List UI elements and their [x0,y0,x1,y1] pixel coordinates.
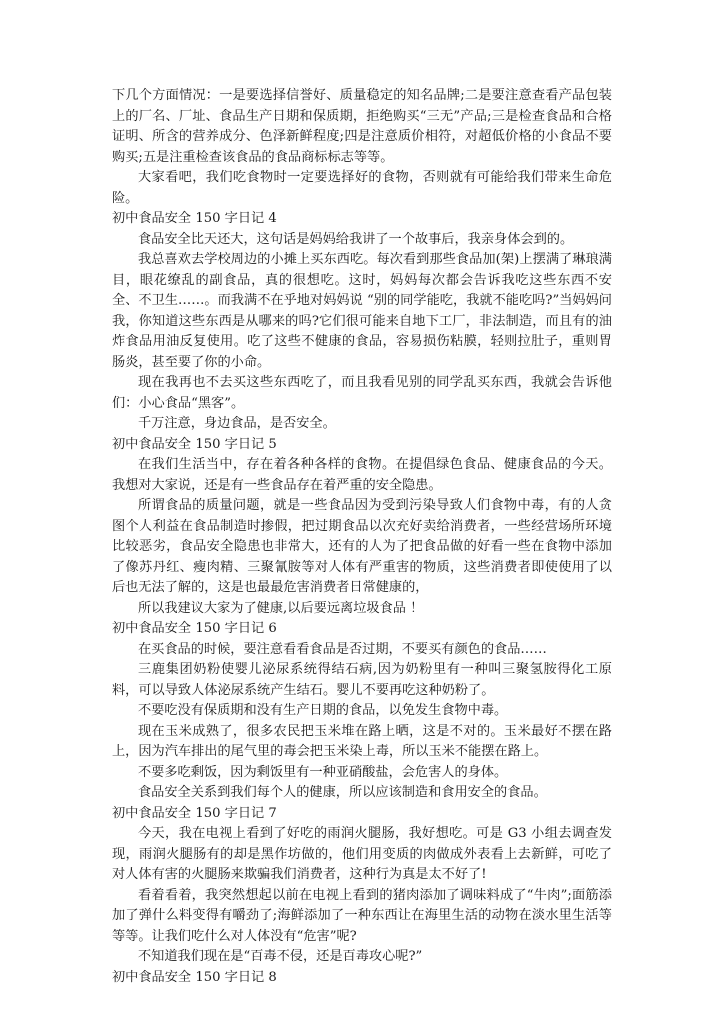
paragraph: 所以我建议大家为了健康,以后要远离垃圾食品 ！ [138,600,424,616]
paragraph: 看着看着，我突然想起以前在电视上看到的猪肉添加了调味料成了“牛肉”;面筋添加了弹什么料变得有嚼劲了;海鲜添加了一种东西让在海里生活的动物在淡水里生活等等等。让我们吃什么对人体没有“危害”呢? [112,887,612,944]
paragraph: 我总喜欢去学校周边的小摊上买东西吃。每次看到那些食品加(架)上摆满了琳琅满目，眼花缭乱的副食品，真的很想吃。这时，妈妈每次都会告诉我吃这些东西不安全、不卫生……。而我满不在乎地对妈妈说 “别的同学能吃，我就不能吃吗?”当妈妈问我，你知道这些东西是从哪来的吗?它们很可能来自地下工厂，非法制造，而且有的油炸食品用油反复使用。吃了这些不健康的食品，容易损伤粘膜，轻则拉肚子，重则胃肠炎，甚至要了你的小命。 [112,252,612,370]
section-heading-6: 初中食品安全 150 字日记 6 [112,621,277,636]
section-heading-8: 初中食品安全 150 字日记 8 [112,969,277,985]
document-page [112,86,612,988]
section-heading-4: 初中食品安全 150 字日记 4 [112,211,277,226]
paragraph: 千万注意，身边食品，是否安全。 [138,416,336,431]
paragraph: 在我们生活当中，存在着各种各样的食物。在提倡绿色食品、健康食品的今天。我想对大家说，还是有一些食品存在着严重的安全隐患。 [112,457,612,493]
paragraph: 食品安全比天还大，这句话是妈妈给我讲了一个故事后，我亲身体会到的。 [138,231,574,247]
section-heading-5: 初中食品安全 150 字日记 5 [112,436,277,452]
paragraph: 现在玉米成熟了，很多农民把玉米堆在路上晒，这是不对的。玉米最好不摆在路上，因为汽车排出的尾气里的毒会把玉米染上毒，所以玉米不能摆在路上。 [112,723,612,759]
paragraph-intro: 下几个方面情况：一是要选择信誉好、质量稳定的知名品牌;二是要注意查看产品包装上的厂名、厂址、食品生产日期和保质期，拒绝购买“三无”产品;三是检查食品和合格证明、所含的营养成分、色泽新鲜程度;四是注意质价相符，对超低价格的小食品不要购买;五是注重检查该食品的食品商标标志等等。 [112,88,612,165]
section-heading-7: 初中食品安全 150 字日记 7 [112,805,277,821]
paragraph: 不要吃没有保质期和没有生产日期的食品，以免发生食物中毒。 [138,703,508,718]
paragraph: 在买食品的时候，要注意看看食品是否过期，不要买有颜色的食品…… [138,641,547,657]
paragraph: 三鹿集团奶粉使婴儿泌尿系统得结石病,因为奶粉里有一种叫三聚氢胺得化工原料，可以导致人体泌尿系统产生结石。婴儿不要再吃这种奶粉了。 [112,662,612,698]
paragraph: 所谓食品的质量问题，就是一些食品因为受到污染导致人们食物中毒，有的人贪图个人利益在食品制造时掺假，把过期食品以次充好卖给消费者，一些经营场所环境比较恶劣，食品安全隐患也非常大，还有的人为了把食品做的好看一些在食物中添加了像苏丹红、瘦肉精、三聚氰胺等对人体有严重害的物质，这些消费者即使使用了以后也无法了解的，这是也最最危害消费者日常健康的， [112,498,612,595]
paragraph-conclusion-3: 大家看吧，我们吃食物时一定要选择好的食物，否则就有可能给我们带来生命危险。 [112,170,612,206]
paragraph: 现在我再也不去买这些东西吃了，而且我看见别的同学乱买东西，我就会告诉他们：小心食品“黑客”。 [112,375,612,411]
paragraph: 不知道我们现在是“百毒不侵，还是百毒攻心呢?” [138,949,423,964]
paragraph: 不要多吃剩饭，因为剩饭里有一种亚硝酸盐，会危害人的身体。 [138,764,508,780]
paragraph: 今天，我在电视上看到了好吃的雨润火腿肠，我好想吃。可是 G3 小组去调查发现，雨润火腿肠有的却是黑作坊做的，他们用变质的肉做成外表看上去新鲜，可吃了对人体有害的火腿肠来欺骗我们消费者，这种行为真是太不好了! [112,826,612,882]
paragraph: 食品安全关系到我们每个人的健康，所以应该制造和食用安全的食品。 [138,785,547,800]
